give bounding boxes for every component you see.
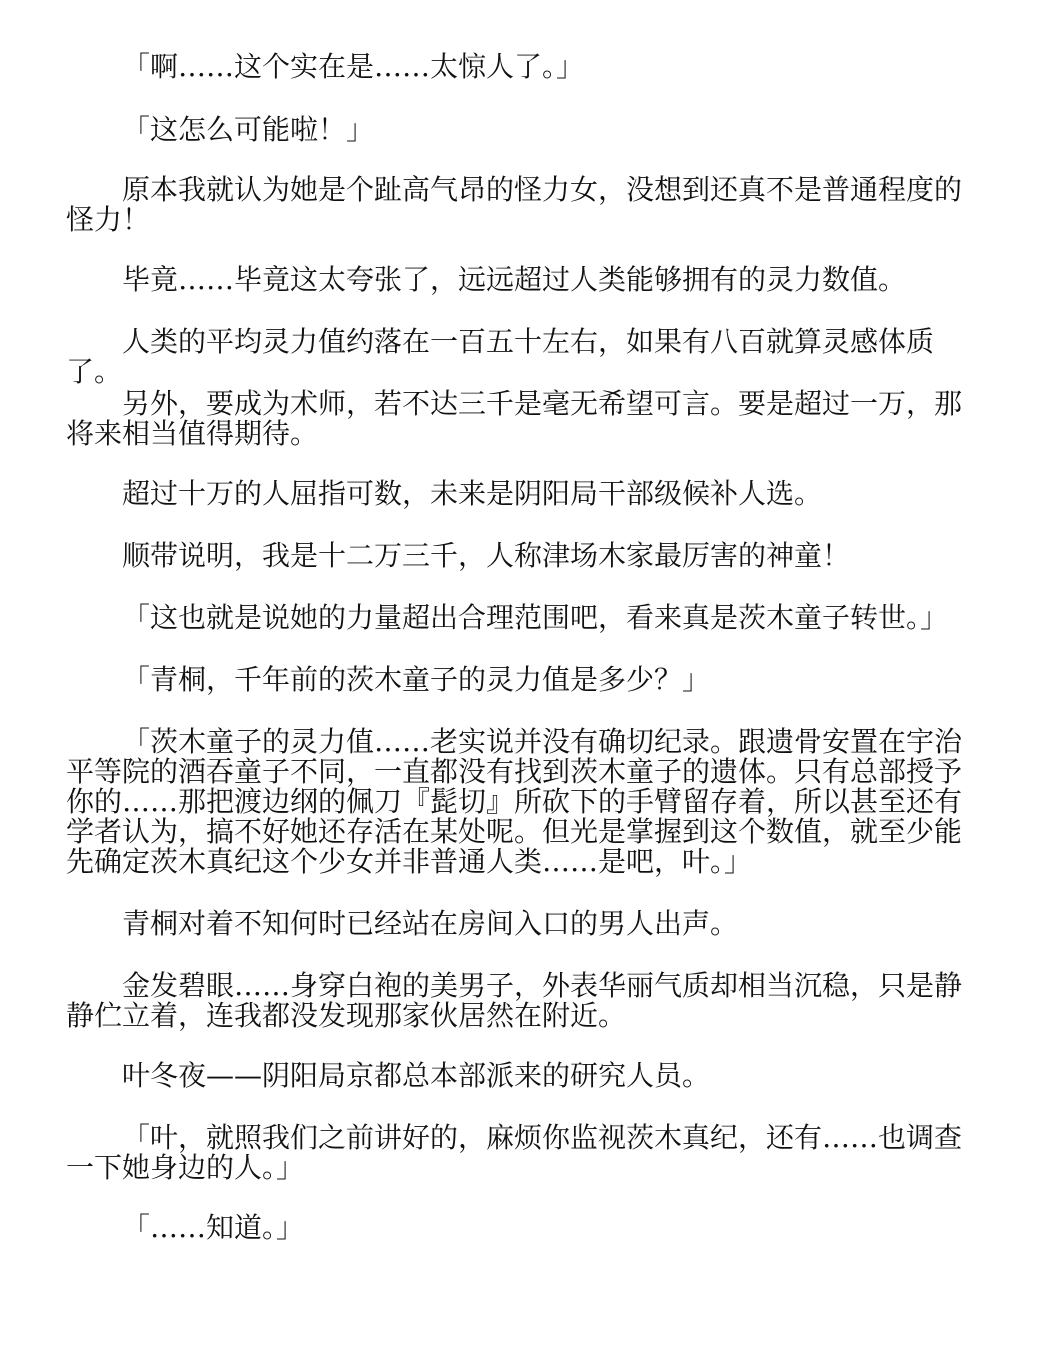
paragraph-6: 另外，要成为术师，若不达三千是毫无希望可言。要是超过一万，那将来相当值得期待。 xyxy=(66,387,963,450)
paragraph-14: 叶冬夜——阴阳局京都总本部派来的研究人员。 xyxy=(122,1059,711,1092)
paragraph-3: 原本我就认为她是个趾高气昂的怪力女，没想到还真不是普通程度的怪力！ xyxy=(66,173,963,236)
paragraph-12: 青桐对着不知何时已经站在房间入口的男人出声。 xyxy=(122,907,739,940)
paragraph-15: 「叶，就照我们之前讲好的，麻烦你监视茨木真纪，还有……也调查一下她身边的人。」 xyxy=(66,1121,963,1184)
paragraph-1: 「啊……这个实在是……太惊人了。」 xyxy=(122,50,585,83)
paragraph-13: 金发碧眼……身穿白袍的美男子，外表华丽气质却相当沉稳，只是静静伫立着，连我都没发现那家伙居然在附近。 xyxy=(66,969,963,1032)
paragraph-16: 「……知道。」 xyxy=(122,1211,305,1244)
paragraph-2: 「这怎么可能啦！」 xyxy=(122,113,375,146)
paragraph-4: 毕竟……毕竟这太夸张了，远远超过人类能够拥有的灵力数值。 xyxy=(122,263,907,296)
paragraph-9: 「这也就是说她的力量超出合理范围吧，看来真是茨木童子转世。」 xyxy=(122,601,949,634)
paragraph-7: 超过十万的人屈指可数，未来是阴阳局干部级候补人选。 xyxy=(122,477,823,510)
paragraph-8: 顺带说明，我是十二万三千，人称津场木家最厉害的神童！ xyxy=(122,539,851,572)
paragraph-10: 「青桐，千年前的茨木童子的灵力值是多少？」 xyxy=(122,663,711,696)
paragraph-11: 「茨木童子的灵力值……老实说并没有确切纪录。跟遗骨安置在宇治平等院的酒吞童子不同，一直都没有找到茨木童子的遗体。只有总部授予你的……那把渡边纲的佩刀『髭切』所砍下的手臂留存着，所以甚至还有学者认为，搞不好她还存活在某处呢。但光是掌握到这个数值，就至少能先确定茨木真纪这个少女并非普通人类……是吧，叶。」 xyxy=(66,725,963,878)
paragraph-5: 人类的平均灵力值约落在一百五十左右，如果有八百就算灵感体质了。 xyxy=(66,325,935,388)
